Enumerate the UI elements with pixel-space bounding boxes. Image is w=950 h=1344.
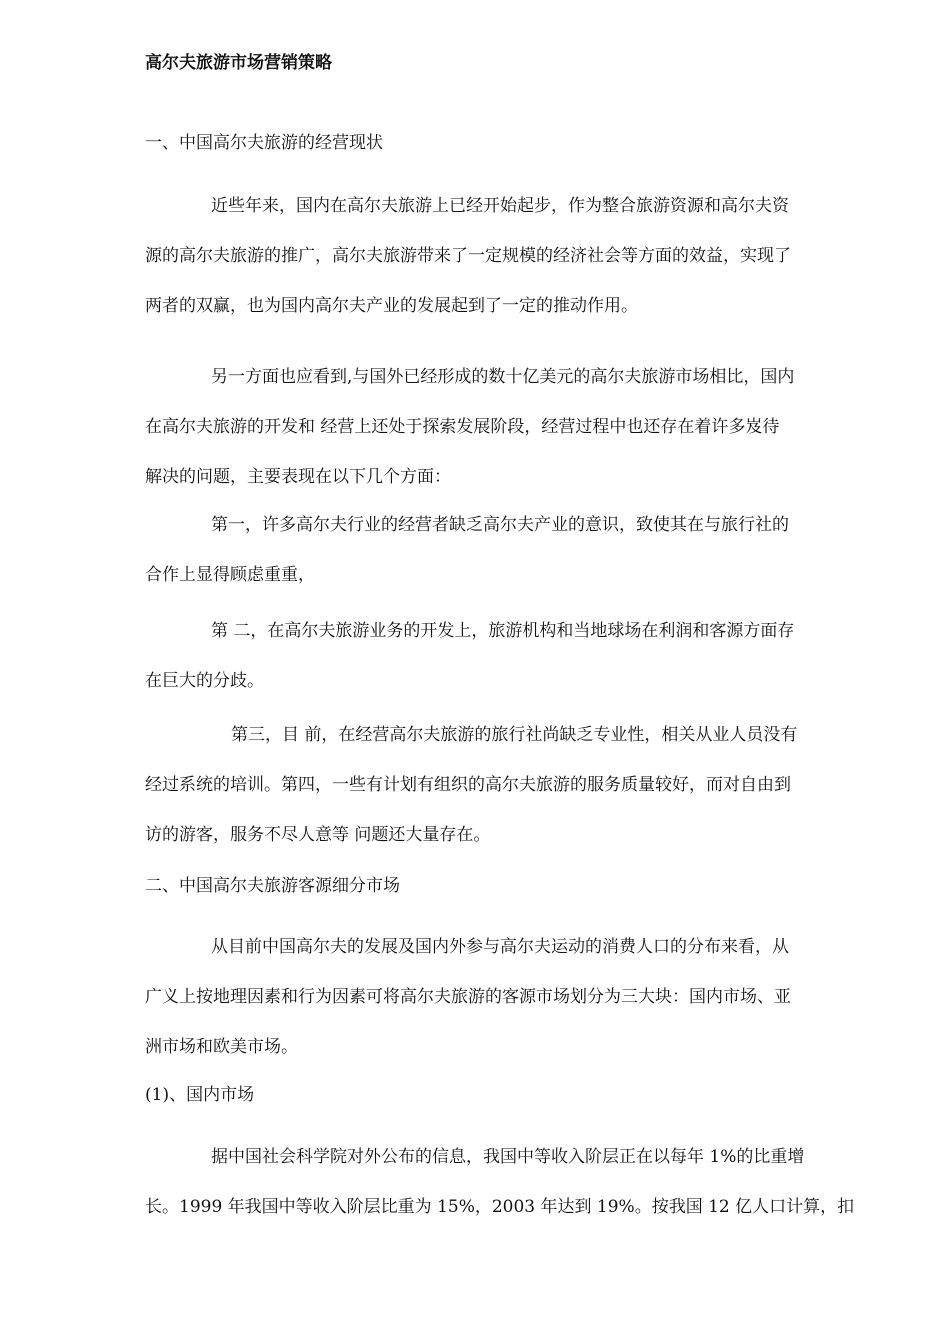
paragraph-1 [145,181,875,331]
paragraph-2 [145,352,875,502]
paragraph-line: 第 二，在高尔夫旅游业务的开发上，旅游机构和当地球场在利润和客源方面存 [211,621,795,641]
paragraph-line: 近些年来，国内在高尔夫旅游上已经开始起步，作为整合旅游资源和高尔夫资 [211,196,789,216]
paragraph-4 [145,606,875,706]
paragraph-line: 经过系统的培训。第四，一些有计划有组织的高尔夫旅游的服务质量较好，而对自由到 [145,775,791,795]
paragraph-line: 从目前中国高尔夫的发展及国内外参与高尔夫运动的消费人口的分布来看，从 [211,937,789,957]
paragraph-line: 广义上按地理因素和行为因素可将高尔夫旅游的客源市场划分为三大块：国内市场、亚 [145,987,791,1007]
paragraph-line: 据中国社会科学院对外公布的信息，我国中等收入阶层正在以每年 1%的比重增 [211,1147,805,1167]
paragraph-line: 解决的问题，主要表现在以下几个方面： [145,467,451,487]
paragraph-line: 长。1999 年我国中等收入阶层比重为 15%，2003 年达到 19%。按我国 12 亿人口计算，扣 [145,1197,855,1217]
subsection-heading-1: (1)、国内市场 [145,1085,255,1105]
section-heading-2: 二、中国高尔夫旅游客源细分市场 [145,876,400,896]
document-title: 高尔夫旅游市场营销策略 [145,53,332,73]
paragraph-3 [145,500,875,600]
paragraph-line: 合作上显得顾虑重重， [145,565,315,585]
section-heading-1: 一、中国高尔夫旅游的经营现状 [145,133,383,153]
paragraph-line: 在巨大的分歧。 [145,671,264,691]
paragraph-line: 访的游客，服务不尽人意等 问题还大量存在。 [145,825,491,845]
paragraph-line: 洲市场和欧美市场。 [145,1037,298,1057]
paragraph-line: 第一，许多高尔夫行业的经营者缺乏高尔夫产业的意识，致使其在与旅行社的 [211,515,789,535]
paragraph-5 [145,710,875,860]
paragraph-line: 在高尔夫旅游的开发和 经营上还处于探索发展阶段，经营过程中也还存在着许多岌待 [145,417,780,437]
paragraph-line: 两者的双赢，也为国内高尔夫产业的发展起到了一定的推动作用。 [145,296,638,316]
paragraph-line: 另一方面也应看到,与国外已经形成的数十亿美元的高尔夫旅游市场相比，国内 [211,367,795,387]
paragraph-line: 源的高尔夫旅游的推广，高尔夫旅游带来了一定规模的经济社会等方面的效益，实现了 [145,246,791,266]
paragraph-7 [145,1132,875,1232]
paragraph-line: 第三，目 前，在经营高尔夫旅游的旅行社尚缺乏专业性，相关从业人员没有 [231,725,798,745]
paragraph-6 [145,922,875,1072]
